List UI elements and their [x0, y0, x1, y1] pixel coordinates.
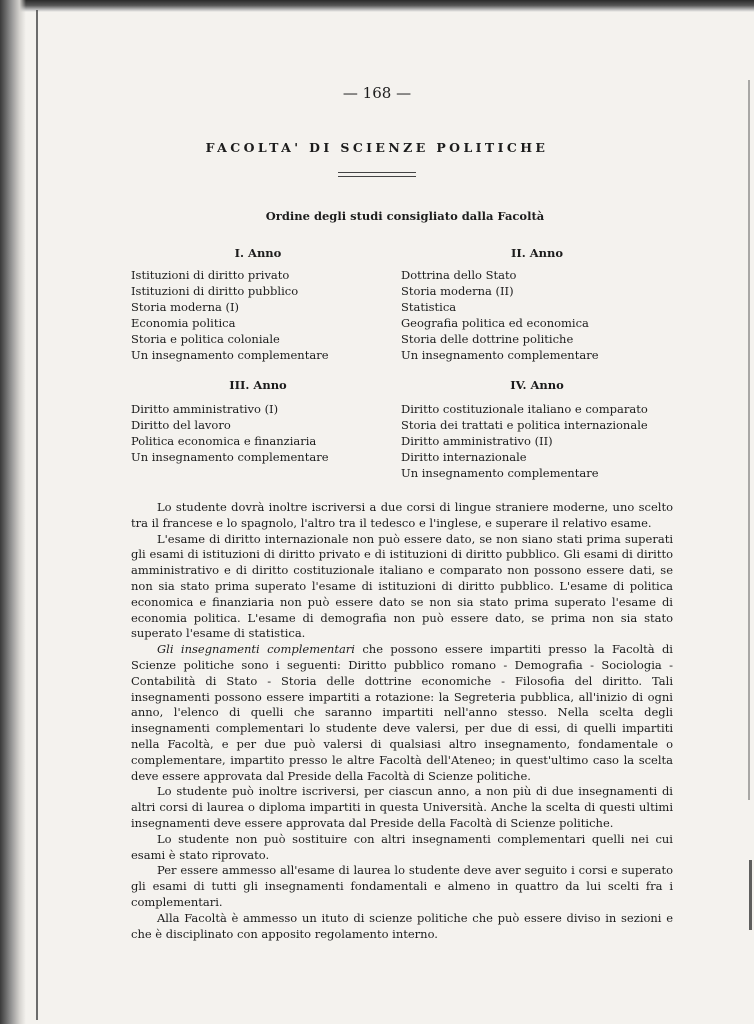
paragraph-languages: Lo studente dovrà inoltre iscriversi a due corsi di lingue straniere moderne, uno scelto tra il francese e lo spagnolo, l'altro tra il tedesco e l'inglese, e superare il relativo esame. [131, 500, 673, 530]
paragraph-other-courses: Lo studente può inoltre iscriversi, per ciascun anno, a non più di due insegnamenti di altri corsi di laurea o diploma impartiti in questa Università. Anche la scelta di questi ultimi insegnamenti deve essere approvata dal Preside della Facoltà di Scienze politiche. [131, 784, 673, 830]
course-item: Economia politica [131, 315, 236, 330]
course-list-year-3 [131, 402, 329, 466]
year-heading-3: III. Anno [229, 378, 287, 392]
course-item: Storia dei trattati e politica internazionale [401, 417, 648, 432]
course-item: Storia moderna (II) [401, 283, 514, 298]
course-item: Diritto costituzionale italiano e comparato [401, 402, 648, 416]
title-rule [338, 172, 416, 177]
page-number: — 168 — [342, 84, 412, 102]
course-item: Un insegnamento complementare [131, 449, 329, 464]
paragraph-institute: Alla Facoltà è ammesso un ituto di scienze politiche che può essere diviso in sezioni e che è disciplinato con apposito regolamento interno. [131, 910, 673, 941]
course-item: Diritto amministrativo (II) [401, 433, 553, 448]
paragraph-complementary-courses [131, 642, 673, 784]
course-item: Storia delle dottrine politiche [401, 331, 574, 346]
course-item: Istituzioni di diritto pubblico [131, 283, 299, 298]
course-item: Diritto del lavoro [131, 417, 231, 432]
course-item: Istituzioni di diritto privato [131, 268, 290, 282]
scan-edge-top [0, 0, 754, 12]
body-text [131, 500, 673, 942]
course-item: Statistica [401, 299, 457, 314]
course-item: Storia moderna (I) [131, 299, 240, 314]
scan-edge-right [748, 80, 750, 800]
faculty-title: FACOLTA' DI SCIENZE POLITICHE [205, 140, 549, 155]
course-list-year-1 [131, 268, 329, 363]
course-item: Geografia politica ed economica [401, 315, 589, 330]
course-item: Un insegnamento complementare [401, 347, 599, 362]
paragraph-substitution: Lo studente non può sostituire con altri insegnamenti complementari quelli nei cui esami è stato riprovato. [131, 831, 673, 862]
paragraph-exam-prerequisites: L'esame di diritto internazionale non può essere dato, se non siano stati prima superati gli esami di istituzioni di diritto privato e di istituzioni di diritto pubblico. Gli esami di diritto amministrativo e di diritto costituzionale italiano e comparato non possono essere dati, se non sia stato prima superato l'esame di istituzioni di diritto pubblico. L'esame di politica economica e finanziaria non può essere dato se non sia stato prima superato l'esame di economia politica. L'esame di demografia non può essere dato, se prima non sia stato superato l'esame di statistica. [131, 531, 673, 641]
course-list-year-2 [401, 268, 599, 363]
scan-binding-line [36, 10, 38, 1020]
paragraph-rest: che possono essere impartiti presso la Facoltà di Scienze politiche sono i seguenti: Diritto pubblico romano - Demografia - Sociologia - Contabilità di Stato - Storia delle dottrine economiche - Filosofia del diritto. Tali insegnamenti possono essere impartiti a rotazione: la Segreteria pubblica, all'inizio di ogni anno, l'elenco di quelli che saranno impartiti nell'anno stesso. Nella scelta degli insegnamenti complementari lo studente deve valersi, per due di essi, di quelli impartiti nella Facoltà, e per due può valersi di qualsiasi altro insegnamento, fondamentale o complementare, impartito presso le altre Facoltà dell'Ateneo; in quest'ultimo caso la scelta deve essere approvata dal Preside della Facoltà di Scienze politiche. [131, 642, 673, 783]
year-heading-2: II. Anno [510, 246, 564, 260]
course-item: Diritto amministrativo (I) [131, 402, 279, 416]
section-heading: Ordine degli studi consigliato dalla Facoltà [265, 209, 545, 223]
paragraph-degree-exam: Per essere ammesso all'esame di laurea lo studente deve aver seguito i corsi e superato gli esami di tutti gli insegnamenti fondamentali e almeno in quattro da lui scelti fra i complementari. [131, 863, 673, 909]
course-item: Un insegnamento complementare [131, 347, 329, 362]
course-item: Dottrina dello Stato [401, 268, 517, 282]
course-item: Storia e politica coloniale [131, 331, 280, 346]
year-heading-1: I. Anno [234, 246, 282, 260]
course-item: Diritto internazionale [401, 449, 527, 464]
course-item: Un insegnamento complementare [401, 465, 599, 480]
course-item: Politica economica e finanziaria [131, 433, 317, 448]
emphasis-lead: Gli insegnamenti complementari [157, 642, 355, 657]
scan-mark-right [749, 860, 752, 930]
course-list-year-4 [401, 402, 648, 482]
year-heading-4: IV. Anno [510, 378, 564, 392]
